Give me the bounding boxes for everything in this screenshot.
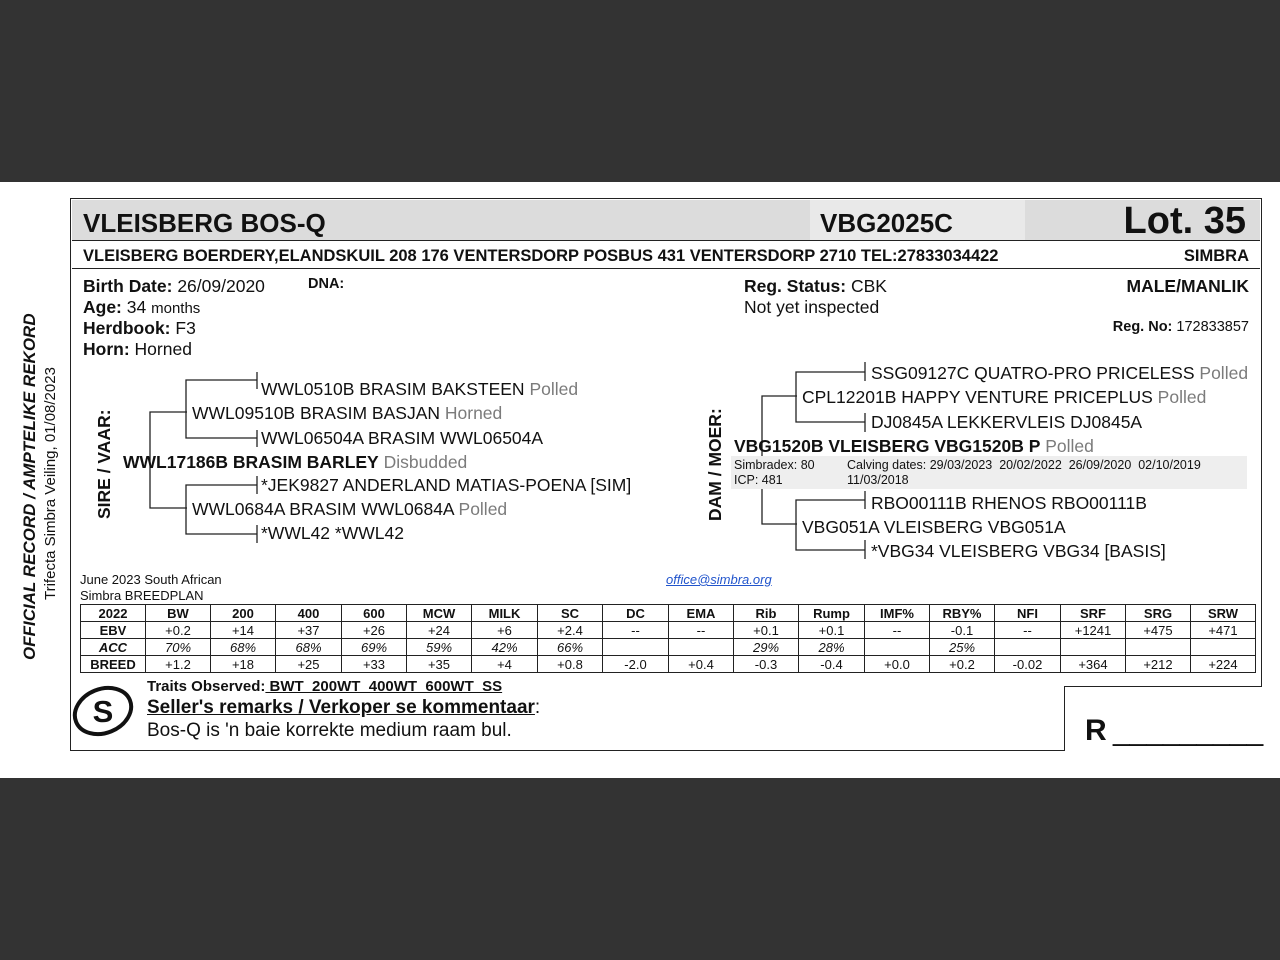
dam-sire-name: CPL12201B HAPPY VENTURE PRICEPLUS	[802, 387, 1153, 407]
dam-name: VBG1520B VLEISBERG VBG1520B P	[734, 436, 1041, 456]
remarks-label: Seller's remarks / Verkoper se kommentaar	[147, 697, 535, 718]
breedplan-line1: June 2023 South African	[80, 572, 222, 587]
breed-cell: +1.2	[146, 656, 211, 673]
ebv-cell: +471	[1191, 622, 1256, 639]
acc-cell	[865, 639, 930, 656]
remarks-heading	[147, 697, 540, 719]
simbradex: Simbradex: 80	[734, 458, 815, 472]
animal-name: VLEISBERG BOS-Q	[83, 208, 326, 238]
calving-dates-label: Calving dates:	[847, 458, 927, 472]
ebv-header-cell: Rump	[799, 605, 865, 622]
traits-value: BWT 200WT 400WT 600WT SS	[265, 678, 503, 695]
breed-cell: +224	[1191, 656, 1256, 673]
dam-sire-sire-horn: Polled	[1199, 363, 1249, 383]
breed-cell: +25	[276, 656, 342, 673]
ebv-cell: +1241	[1061, 622, 1126, 639]
ebv-row	[81, 622, 1256, 639]
acc-cell	[603, 639, 669, 656]
dam-horn: Polled	[1045, 436, 1094, 456]
official-record-label: OFFICIAL RECORD / AMPTELIKE REKORD	[20, 313, 39, 660]
reg-no-value: 172833857	[1176, 319, 1249, 335]
breed-name: SIMBRA	[1183, 247, 1249, 265]
age-value: 34	[126, 297, 147, 317]
ebv-header-cell: Rib	[734, 605, 799, 622]
sire-dam-dam: *WWL42 *WWL42	[261, 523, 404, 543]
dam-dam: VBG051A VLEISBERG VBG051A	[802, 517, 1066, 537]
sire-dam-horn: Polled	[458, 499, 508, 519]
sire-sire	[192, 403, 502, 424]
lot-number: Lot. 35	[1123, 200, 1246, 242]
herdbook-label: Herdbook:	[83, 318, 171, 338]
dam-label: DAM / MOER:	[705, 408, 725, 521]
acc-cell: 59%	[407, 639, 472, 656]
ebv-header-cell: 2022	[81, 605, 146, 622]
sire-sire-horn: Horned	[444, 403, 503, 423]
ebv-cell: +37	[276, 622, 342, 639]
herdbook-value: F3	[175, 318, 196, 338]
reg-status-value: CBK	[850, 276, 887, 296]
dna-label: DNA:	[308, 276, 345, 292]
ebv-header-row	[81, 605, 1256, 622]
dam-sire-sire	[871, 363, 1248, 384]
breedplan-line2: Simbra BREEDPLAN	[80, 588, 204, 603]
reg-status-label: Reg. Status:	[744, 276, 847, 296]
sire-label: SIRE / VAAR:	[94, 409, 114, 519]
ebv-header-cell: SRF	[1061, 605, 1126, 622]
ebv-cell: --	[603, 622, 669, 639]
calving-dates	[847, 458, 1201, 472]
sire-dam-sire: *JEK9827 ANDERLAND MATIAS-POENA [SIM]	[261, 475, 632, 495]
acc-cell: 70%	[146, 639, 211, 656]
sire-sire-sire-horn: Polled	[529, 379, 579, 399]
birth-date-value: 26/09/2020	[177, 276, 265, 296]
ebv-cell: +14	[211, 622, 276, 639]
dam-sire-dam: DJ0845A LEKKERVLEIS DJ0845A	[871, 412, 1143, 432]
sale-info: Trifecta Simbra Veiling, 01/08/2023	[42, 367, 59, 600]
breed-cell: +18	[211, 656, 276, 673]
dam-dam-sire: RBO00111B RHENOS RBO00111B	[871, 493, 1147, 513]
ebv-header-cell: BW	[146, 605, 211, 622]
ebv-cell: --	[669, 622, 734, 639]
ebv-header-cell: 400	[276, 605, 342, 622]
reg-no-label: Reg. No:	[1112, 319, 1173, 335]
breed-cell: -0.4	[799, 656, 865, 673]
acc-cell: 25%	[930, 639, 995, 656]
logo-letter: S	[92, 694, 114, 729]
icp: ICP: 481	[734, 473, 783, 487]
horn-label: Horn:	[83, 339, 130, 359]
ebv-cell: +6	[472, 622, 538, 639]
ebv-header-cell: MCW	[407, 605, 472, 622]
traits-label: Traits Observed:	[147, 678, 266, 695]
sire	[123, 452, 467, 473]
ebv-cell: +0.2	[146, 622, 211, 639]
ebv-cell: EBV	[81, 622, 146, 639]
breed-cell: +212	[1126, 656, 1191, 673]
dam-sire	[802, 387, 1206, 408]
acc-cell: 29%	[734, 639, 799, 656]
ebv-cell: +26	[342, 622, 407, 639]
ebv-header-cell: IMF%	[865, 605, 930, 622]
breed-cell: -0.02	[995, 656, 1061, 673]
breed-cell: +364	[1061, 656, 1126, 673]
ebv-cell: -0.1	[930, 622, 995, 639]
traits-observed	[147, 678, 502, 695]
acc-cell	[1191, 639, 1256, 656]
price-currency: R	[1085, 714, 1107, 747]
ebv-table	[80, 604, 1256, 673]
ebv-header-cell: SC	[538, 605, 603, 622]
ebv-header-cell: NFI	[995, 605, 1061, 622]
dam-sire-sire-name: SSG09127C QUATRO-PRO PRICELESS	[871, 363, 1195, 383]
acc-cell	[995, 639, 1061, 656]
acc-cell: ACC	[81, 639, 146, 656]
animal-code: VBG2025C	[820, 208, 953, 238]
ebv-cell: --	[995, 622, 1061, 639]
breed-cell: +0.8	[538, 656, 603, 673]
breed-cell: -2.0	[603, 656, 669, 673]
sire-dam	[192, 499, 507, 520]
breed-cell: +35	[407, 656, 472, 673]
ebv-header-cell: RBY%	[930, 605, 995, 622]
acc-cell: 28%	[799, 639, 865, 656]
acc-row	[81, 639, 1256, 656]
acc-cell: 66%	[538, 639, 603, 656]
ebv-cell: +2.4	[538, 622, 603, 639]
ebv-cell: +475	[1126, 622, 1191, 639]
acc-cell	[1061, 639, 1126, 656]
age-label: Age:	[83, 297, 122, 317]
acc-cell	[1126, 639, 1191, 656]
sire-sire-sire	[261, 379, 578, 400]
breed-cell: BREED	[81, 656, 146, 673]
ebv-header-cell: DC	[603, 605, 669, 622]
acc-cell: 68%	[211, 639, 276, 656]
acc-cell: 68%	[276, 639, 342, 656]
ebv-cell: +0.1	[734, 622, 799, 639]
sire-name: WWL17186B BRASIM BARLEY	[123, 452, 379, 472]
breed-cell: +0.2	[930, 656, 995, 673]
acc-cell	[669, 639, 734, 656]
calving-dates-value: 29/03/2023 20/02/2022 26/09/2020 02/10/2019	[929, 458, 1201, 472]
remarks-text: Bos-Q is 'n baie korrekte medium raam bul.	[147, 720, 512, 741]
sire-horn: Disbudded	[383, 452, 468, 472]
dam	[734, 436, 1094, 457]
ebv-header-cell: 600	[342, 605, 407, 622]
age-unit: months	[151, 300, 201, 317]
breeder-address: VLEISBERG BOERDERY,ELANDSKUIL 208 176 VENTERSDORP POSBUS 431 VENTERSDORP 2710 TEL:27833034422	[83, 247, 999, 265]
breed-cell: +0.0	[865, 656, 930, 673]
birth-date-label: Birth Date:	[83, 276, 173, 296]
breed-cell: +4	[472, 656, 538, 673]
breed-cell: +33	[342, 656, 407, 673]
acc-cell: 69%	[342, 639, 407, 656]
horn-value: Horned	[134, 339, 192, 359]
simbra-logo-icon	[70, 682, 136, 740]
sire-dam-name: WWL0684A BRASIM WWL0684A	[192, 499, 454, 519]
sire-sire-sire-name: WWL0510B BRASIM BAKSTEEN	[261, 379, 525, 399]
ebv-header-cell: SRG	[1126, 605, 1191, 622]
breed-cell: -0.3	[734, 656, 799, 673]
ebv-cell: +24	[407, 622, 472, 639]
ebv-cell: +0.1	[799, 622, 865, 639]
sire-sire-name: WWL09510B BRASIM BASJAN	[192, 403, 440, 423]
breed-row	[81, 656, 1256, 673]
ebv-header-cell: SRW	[1191, 605, 1256, 622]
ebv-header-cell: MILK	[472, 605, 538, 622]
dam-sire-horn: Polled	[1157, 387, 1207, 407]
breed-cell: +0.4	[669, 656, 734, 673]
sex: MALE/MANLIK	[1126, 276, 1249, 296]
sire-sire-dam: WWL06504A BRASIM WWL06504A	[261, 428, 544, 448]
inspection-status: Not yet inspected	[744, 297, 880, 317]
dam-dam-dam: *VBG34 VLEISBERG VBG34 [BASIS]	[871, 541, 1166, 561]
ebv-header-cell: 200	[211, 605, 276, 622]
price-blank: _________	[1113, 714, 1264, 747]
acc-cell: 42%	[472, 639, 538, 656]
ebv-header-cell: EMA	[669, 605, 734, 622]
email-link[interactable]: office@simbra.org	[666, 572, 772, 587]
lot-card	[0, 182, 1280, 778]
ebv-cell: --	[865, 622, 930, 639]
remarks-colon: :	[534, 697, 541, 718]
calving-dates-continued: 11/03/2018	[847, 473, 909, 487]
